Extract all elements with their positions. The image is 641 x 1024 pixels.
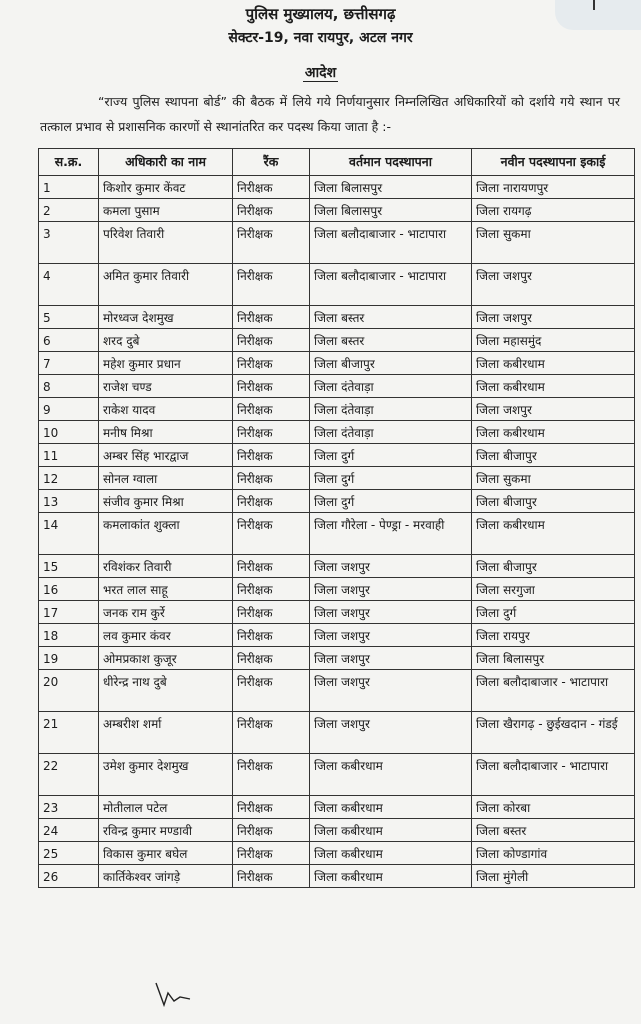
cell-current-posting: जिला बस्तर (310, 329, 472, 352)
table-row (39, 578, 635, 601)
table-row (39, 444, 635, 467)
cell-rank: निरीक्षक (233, 398, 310, 421)
cell-officer-name: कार्तिकेश्वर जांगड़े (99, 865, 233, 888)
cell-current-posting: जिला बिलासपुर (310, 176, 472, 199)
cell-current-posting: जिला दंतेवाड़ा (310, 375, 472, 398)
cell-new-posting: जिला सुकमा (472, 222, 635, 264)
cell-serial: 16 (39, 578, 99, 601)
cell-serial: 5 (39, 306, 99, 329)
cell-new-posting: जिला कोण्डागांव (472, 842, 635, 865)
cell-serial: 7 (39, 352, 99, 375)
cell-serial: 15 (39, 555, 99, 578)
cell-serial: 23 (39, 796, 99, 819)
cell-current-posting: जिला बीजापुर (310, 352, 472, 375)
cell-officer-name: संजीव कुमार मिश्रा (99, 490, 233, 513)
cell-rank: निरीक्षक (233, 842, 310, 865)
table-row (39, 421, 635, 444)
cell-serial: 3 (39, 222, 99, 264)
cell-serial: 13 (39, 490, 99, 513)
cell-new-posting: जिला मुंगेली (472, 865, 635, 888)
cell-rank: निरीक्षक (233, 647, 310, 670)
cell-serial: 21 (39, 712, 99, 754)
cell-officer-name: अम्बर सिंह भारद्वाज (99, 444, 233, 467)
cell-current-posting: जिला बस्तर (310, 306, 472, 329)
cell-rank: निरीक्षक (233, 624, 310, 647)
cell-current-posting: जिला दुर्ग (310, 444, 472, 467)
header-rank: रैंक (233, 149, 310, 176)
cell-new-posting: जिला खैरागढ़ - छुईखदान - गंडई (472, 712, 635, 754)
cell-current-posting: जिला जशपुर (310, 647, 472, 670)
cell-officer-name: उमेश कुमार देशमुख (99, 754, 233, 796)
cell-new-posting: जिला कबीरधाम (472, 513, 635, 555)
cell-officer-name: अम्बरीश शर्मा (99, 712, 233, 754)
cell-rank: निरीक्षक (233, 176, 310, 199)
cell-serial: 17 (39, 601, 99, 624)
cell-serial: 22 (39, 754, 99, 796)
cell-rank: निरीक्षक (233, 865, 310, 888)
signature-mark (150, 975, 200, 1015)
table-row (39, 176, 635, 199)
cell-officer-name: शरद दुबे (99, 329, 233, 352)
cell-officer-name: मोतीलाल पटेल (99, 796, 233, 819)
table-row (39, 601, 635, 624)
cell-officer-name: किशोर कुमार केंवट (99, 176, 233, 199)
cell-current-posting: जिला जशपुर (310, 670, 472, 712)
table-row (39, 670, 635, 712)
cell-serial: 4 (39, 264, 99, 306)
intro-paragraph: “राज्य पुलिस स्थापना बोर्ड” की बैठक में लिये गये निर्णयानुसार निम्नलिखित अधिकारियों को दर्शाये गये स्थान पर तत्काल प्रभाव से प्रशासनिक कारणों से स्थानांतरित कर पदस्थ किया जाता है :- (40, 94, 620, 134)
table-row (39, 754, 635, 796)
header-title: पुलिस मुख्यालय, छत्तीसगढ़ (245, 5, 396, 23)
table-row (39, 467, 635, 490)
cell-current-posting: जिला दंतेवाड़ा (310, 421, 472, 444)
cell-officer-name: लव कुमार कंवर (99, 624, 233, 647)
table-row (39, 865, 635, 888)
cell-current-posting: जिला जशपुर (310, 712, 472, 754)
cell-new-posting: जिला रायपुर (472, 624, 635, 647)
cell-serial: 20 (39, 670, 99, 712)
cell-new-posting: जिला सरगुजा (472, 578, 635, 601)
table-header-row (39, 149, 635, 176)
cell-serial: 26 (39, 865, 99, 888)
cell-new-posting: जिला बस्तर (472, 819, 635, 842)
cell-officer-name: परिवेश तिवारी (99, 222, 233, 264)
cell-current-posting: जिला कबीरधाम (310, 865, 472, 888)
cell-current-posting: जिला जशपुर (310, 601, 472, 624)
cell-new-posting: जिला जशपुर (472, 306, 635, 329)
table-row (39, 490, 635, 513)
cell-rank: निरीक्षक (233, 306, 310, 329)
cell-rank: निरीक्षक (233, 819, 310, 842)
order-title (0, 63, 641, 82)
cell-officer-name: मोरध्वज देशमुख (99, 306, 233, 329)
table-row (39, 712, 635, 754)
cell-officer-name: राकेश यादव (99, 398, 233, 421)
cell-officer-name: विकास कुमार बघेल (99, 842, 233, 865)
cell-rank: निरीक्षक (233, 601, 310, 624)
cell-rank: निरीक्षक (233, 555, 310, 578)
table-row (39, 796, 635, 819)
order-title-text: आदेश (304, 65, 337, 81)
header-officer-name: अधिकारी का नाम (99, 149, 233, 176)
cell-officer-name: कमला पुसाम (99, 199, 233, 222)
table-row (39, 647, 635, 670)
table-row (39, 398, 635, 421)
cell-current-posting: जिला जशपुर (310, 578, 472, 601)
table-row (39, 264, 635, 306)
table-row (39, 555, 635, 578)
table-row (39, 842, 635, 865)
cell-new-posting: जिला जशपुर (472, 398, 635, 421)
cell-rank: निरीक्षक (233, 375, 310, 398)
cell-serial: 11 (39, 444, 99, 467)
cell-rank: निरीक्षक (233, 754, 310, 796)
cell-new-posting: जिला बीजापुर (472, 490, 635, 513)
cell-rank: निरीक्षक (233, 444, 310, 467)
cell-serial: 9 (39, 398, 99, 421)
cell-current-posting: जिला कबीरधाम (310, 754, 472, 796)
cell-new-posting: जिला बिलासपुर (472, 647, 635, 670)
cell-serial: 18 (39, 624, 99, 647)
table-row (39, 199, 635, 222)
cell-serial: 12 (39, 467, 99, 490)
cell-serial: 6 (39, 329, 99, 352)
cell-officer-name: रविन्द्र कुमार मण्डावी (99, 819, 233, 842)
table-row (39, 352, 635, 375)
cell-new-posting: जिला महासमुंद (472, 329, 635, 352)
header-address: सेक्टर-19, नवा रायपुर, अटल नगर (228, 30, 413, 46)
table-row (39, 306, 635, 329)
cell-officer-name: मनीष मिश्रा (99, 421, 233, 444)
cell-officer-name: कमलाकांत शुक्ला (99, 513, 233, 555)
cell-new-posting: जिला दुर्ग (472, 601, 635, 624)
cell-officer-name: रविशंकर तिवारी (99, 555, 233, 578)
cell-serial: 14 (39, 513, 99, 555)
header-new-posting: नवीन पदस्थापना इकाई (472, 149, 635, 176)
cell-current-posting: जिला दुर्ग (310, 490, 472, 513)
cell-rank: निरीक्षक (233, 199, 310, 222)
cell-new-posting: जिला बीजापुर (472, 444, 635, 467)
cell-current-posting: जिला कबीरधाम (310, 819, 472, 842)
cell-rank: निरीक्षक (233, 467, 310, 490)
cell-new-posting: जिला बलौदाबाजार - भाटापारा (472, 754, 635, 796)
cell-officer-name: सोनल ग्वाला (99, 467, 233, 490)
cell-current-posting: जिला बलौदाबाजार - भाटापारा (310, 222, 472, 264)
cell-new-posting: जिला कबीरधाम (472, 352, 635, 375)
table-row (39, 819, 635, 842)
table-row (39, 222, 635, 264)
cell-current-posting: जिला जशपुर (310, 555, 472, 578)
cell-rank: निरीक्षक (233, 513, 310, 555)
cell-rank: निरीक्षक (233, 421, 310, 444)
cell-rank: निरीक्षक (233, 796, 310, 819)
cell-serial: 8 (39, 375, 99, 398)
cell-serial: 10 (39, 421, 99, 444)
cell-current-posting: जिला कबीरधाम (310, 842, 472, 865)
header-current-posting: वर्तमान पदस्थापना (310, 149, 472, 176)
table-row (39, 329, 635, 352)
cell-new-posting: जिला सुकमा (472, 467, 635, 490)
table-row (39, 513, 635, 555)
cell-officer-name: भरत लाल साहू (99, 578, 233, 601)
transfer-table (38, 148, 635, 888)
cell-new-posting: जिला जशपुर (472, 264, 635, 306)
cell-serial: 25 (39, 842, 99, 865)
cell-serial: 2 (39, 199, 99, 222)
cell-officer-name: राजेश चण्ड (99, 375, 233, 398)
cell-rank: निरीक्षक (233, 490, 310, 513)
cell-serial: 24 (39, 819, 99, 842)
cell-new-posting: जिला बलौदाबाजार - भाटापारा (472, 670, 635, 712)
cell-new-posting: जिला कोरबा (472, 796, 635, 819)
header-serial: स.क्र. (39, 149, 99, 176)
cell-serial: 19 (39, 647, 99, 670)
table-row (39, 624, 635, 647)
cell-new-posting: जिला रायगढ़ (472, 199, 635, 222)
cell-current-posting: जिला दुर्ग (310, 467, 472, 490)
cell-new-posting: जिला बीजापुर (472, 555, 635, 578)
cell-current-posting: जिला जशपुर (310, 624, 472, 647)
cell-rank: निरीक्षक (233, 352, 310, 375)
cell-current-posting: जिला कबीरधाम (310, 796, 472, 819)
cell-current-posting: जिला गौरेला - पेण्ड्रा - मरवाही (310, 513, 472, 555)
cell-rank: निरीक्षक (233, 712, 310, 754)
cell-officer-name: जनक राम कुर्रे (99, 601, 233, 624)
cell-rank: निरीक्षक (233, 329, 310, 352)
cell-new-posting: जिला नारायणपुर (472, 176, 635, 199)
cell-rank: निरीक्षक (233, 578, 310, 601)
cell-new-posting: जिला कबीरधाम (472, 375, 635, 398)
cell-officer-name: महेश कुमार प्रधान (99, 352, 233, 375)
cell-current-posting: जिला दंतेवाड़ा (310, 398, 472, 421)
cell-rank: निरीक्षक (233, 222, 310, 264)
cell-officer-name: ओमप्रकाश कुजूर (99, 647, 233, 670)
cell-rank: निरीक्षक (233, 264, 310, 306)
cell-new-posting: जिला कबीरधाम (472, 421, 635, 444)
cell-officer-name: धीरेन्द्र नाथ दुबे (99, 670, 233, 712)
table-row (39, 375, 635, 398)
cell-current-posting: जिला बिलासपुर (310, 199, 472, 222)
cell-rank: निरीक्षक (233, 670, 310, 712)
cell-officer-name: अमित कुमार तिवारी (99, 264, 233, 306)
cell-current-posting: जिला बलौदाबाजार - भाटापारा (310, 264, 472, 306)
cell-serial: 1 (39, 176, 99, 199)
